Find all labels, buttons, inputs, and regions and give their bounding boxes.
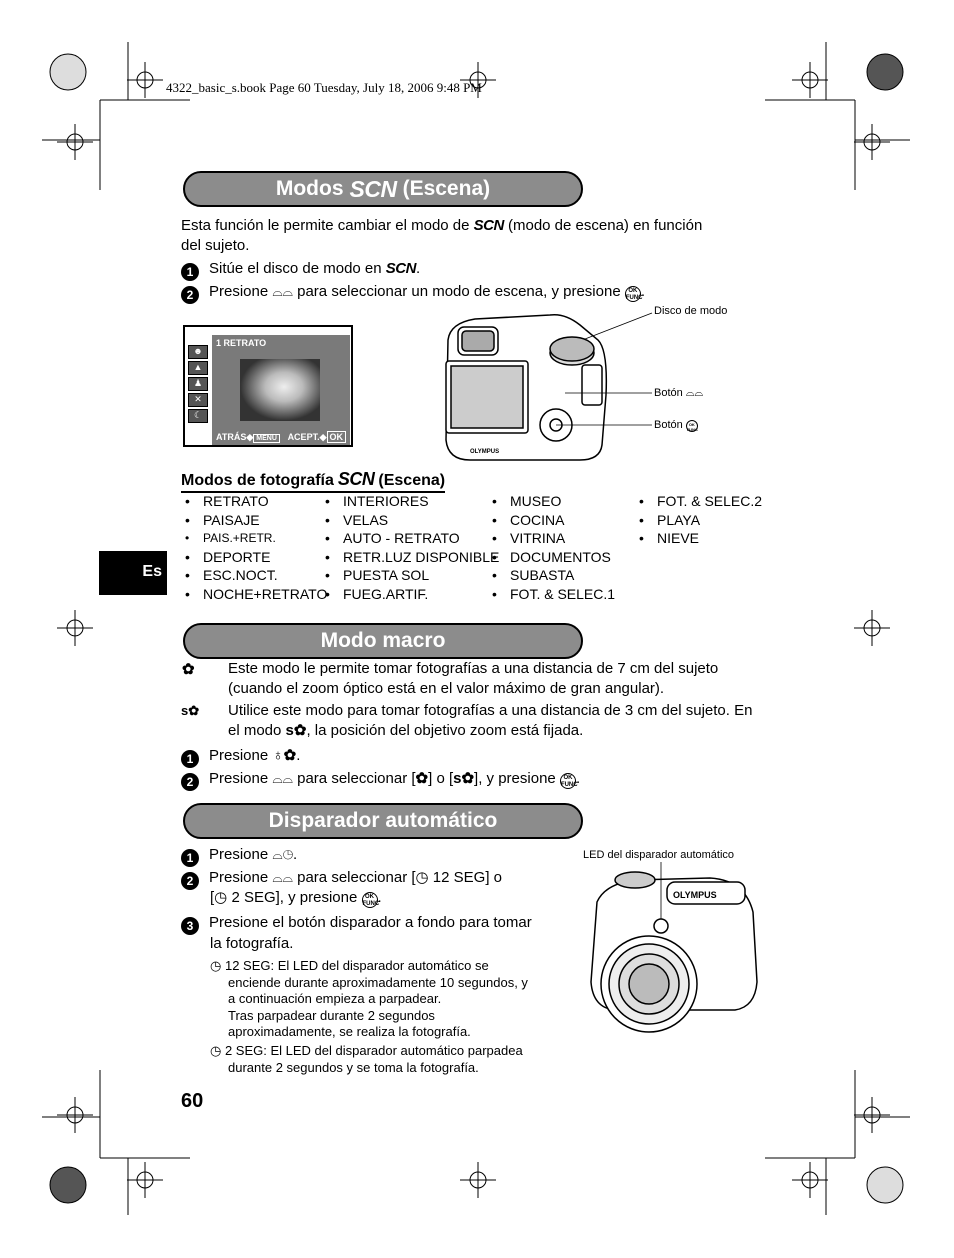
step-number: 1 [181,849,199,867]
step-number: 2 [181,872,199,890]
lcd-back: ATRÁS◆ MENU [216,432,280,443]
ok-func-button-icon: OK FUNC [560,775,578,788]
up-down-arrows-icon: ⌓⌓ [272,771,293,786]
self-timer-icon: ◷ [415,869,429,886]
timer-step-1: 1 Presione ⌓◷. [181,845,297,867]
lcd-mode-icons [188,345,210,425]
svg-text:OLYMPUS: OLYMPUS [673,890,717,900]
scene-step-2: 2 Presione ⌓⌓ para seleccionar un modo de escena, y presione OK FUNC. [181,282,645,304]
list-item: • PAISAJE [185,511,327,530]
list-item: • FUEG.ARTIF. [325,585,499,604]
up-down-arrows-icon: ⌓⌓ [685,387,704,399]
step-number: 3 [181,917,199,935]
list-item: • DEPORTE [185,548,327,567]
list-item: • FOT. & SELEC.2 [639,492,762,511]
list-item: • AUTO - RETRATO [325,529,499,548]
scn-icon: SCN [349,175,397,202]
scene-list-col-3 [492,492,615,603]
lcd-screen [183,325,353,447]
scn-icon: SCN [473,217,504,234]
self-timer-icon: ◷ [214,889,228,906]
scene-title-post: (Escena) [402,177,491,200]
camera-front-illustration [585,862,770,1042]
lcd-accept: ACEPT.◆ OK [288,432,346,443]
list-item: • NIEVE [639,529,762,548]
super-macro-icon: s✿ [181,703,200,718]
timer-step-3: 3 Presione el botón disparador a fondo para tomar [181,913,532,935]
ok-func-button-icon: OK FUNC [625,288,643,301]
timer-step-3-cont: la fotografía. [210,935,294,952]
list-item: • RETR.LUZ DISPONIBLE [325,548,499,567]
scene-modes-title [183,171,583,207]
lcd-title: 1 RETRATO [216,338,267,348]
callout-timer-led: LED del disparador automático [583,849,735,861]
scn-icon: SCN [337,469,375,489]
flower-macro-icon: ✿ [415,770,429,787]
scene-intro: Esta función le permite cambiar el modo de SCN (modo de escena) en función del sujeto. [181,217,703,254]
scene-title-pre: Modos [275,177,344,200]
scene-list-col-2 [325,492,499,603]
list-item: • DOCUMENTOS [492,548,615,567]
scn-icon: SCN [385,260,416,277]
lcd-portrait-photo [240,359,320,421]
timer-note-2s: ◷ 2 SEG: El LED del disparador automático parpadea durante 2 segundos y se toma la fotografía. [210,1043,523,1075]
macro-step-2: 2 Presione ⌓⌓ para seleccionar [✿] o [s✿], y presione OK FUNC. [181,769,580,791]
macro-desc-1: Este modo le permite tomar fotografías a una distancia de 7 cm del sujeto (cuando el zoom óptico está en el valor máximo de gran angular). [228,660,719,697]
landscape-icon: ▲ [188,361,208,375]
up-down-arrows-icon: ⌓⌓ [272,284,293,299]
page-number: 60 [181,1090,204,1112]
list-item: • FOT. & SELEC.1 [492,585,615,604]
flower-macro-icon: ♁✿ [272,747,297,764]
list-item: • MUSEO [492,492,615,511]
svg-text:OLYMPUS: OLYMPUS [470,449,500,455]
step-number: 1 [181,750,199,768]
list-item: • RETRATO [185,492,327,511]
scene-list-subheading: Modos de fotografía SCN (Escena) [181,469,445,493]
self-timer-title: Disparador automático [183,803,583,839]
list-item: • INTERIORES [325,492,499,511]
timer-note-12s: ◷ 12 SEG: El LED del disparador automático se enciende durante aproximadamente 10 segundos, y a continuación empieza a parpadear. Tras parpadear durante 2 segundos aproximadamente, se realiza la fotografía. [210,958,528,1039]
language-tab: Es [99,551,167,595]
scene-list-col-4 [639,492,762,548]
list-item: • NOCHE+RETRATO [185,585,327,604]
list-item: • ESC.NOCT. [185,566,327,585]
down-arrow-self-timer-icon: ⌓◷ [272,847,293,862]
flower-macro-icon: ✿ [182,661,195,678]
scene-step-1: 1 Sitúe el disco de modo en SCN. [181,259,420,281]
sport-icon: ✕ [188,393,208,407]
timer-step-2-cont: [◷ 2 SEG], y presione OK FUNC. [210,889,382,907]
self-timer-icon: ◷ [210,1043,222,1058]
list-item: • VELAS [325,511,499,530]
list-item: • PLAYA [639,511,762,530]
list-item: • VITRINA [492,529,615,548]
list-item: • PUESTA SOL [325,566,499,585]
portrait-icon: ☻ [188,345,208,359]
callout-arrow-buttons: Botón ⌓⌓ [654,387,704,399]
super-macro-icon: s✿ [453,770,475,787]
callout-ok-button: Botón OK FUNC [654,419,698,432]
super-macro-icon: s✿ [285,722,307,739]
timer-step-2: 2 Presione ⌓⌓ para seleccionar [◷ 12 SEG] o [181,868,502,890]
up-down-arrows-icon: ⌓⌓ [272,870,293,885]
callout-mode-dial: Disco de modo [654,305,728,317]
macro-step-1: 1 Presione ♁✿. [181,746,300,768]
scene-list-col-1 [185,492,327,603]
night-scene-icon: ☾ [188,409,208,423]
camera-back-illustration [440,305,760,465]
list-item: • COCINA [492,511,615,530]
macro-mode-title: Modo macro [183,623,583,659]
lcd-main-area [212,335,350,445]
macro-desc-2: Utilice este modo para tomar fotografías a una distancia de 3 cm del sujeto. En el modo s✿, la posición del objetivo zoom está fijada. [228,702,753,739]
self-timer-icon: ◷ [210,958,222,973]
step-number: 2 [181,773,199,791]
list-item: • PAIS.+RETR. [185,529,327,548]
ok-func-button-icon: OK FUNC [362,894,380,907]
list-item: • SUBASTA [492,566,615,585]
book-header: 4322_basic_s.book Page 60 Tuesday, July 18, 2006 9:48 PM [166,80,482,95]
ok-func-button-icon: OK FUNC [686,422,698,432]
step-number: 2 [181,286,199,304]
step-number: 1 [181,263,199,281]
landscape-portrait-icon: ♟ [188,377,208,391]
